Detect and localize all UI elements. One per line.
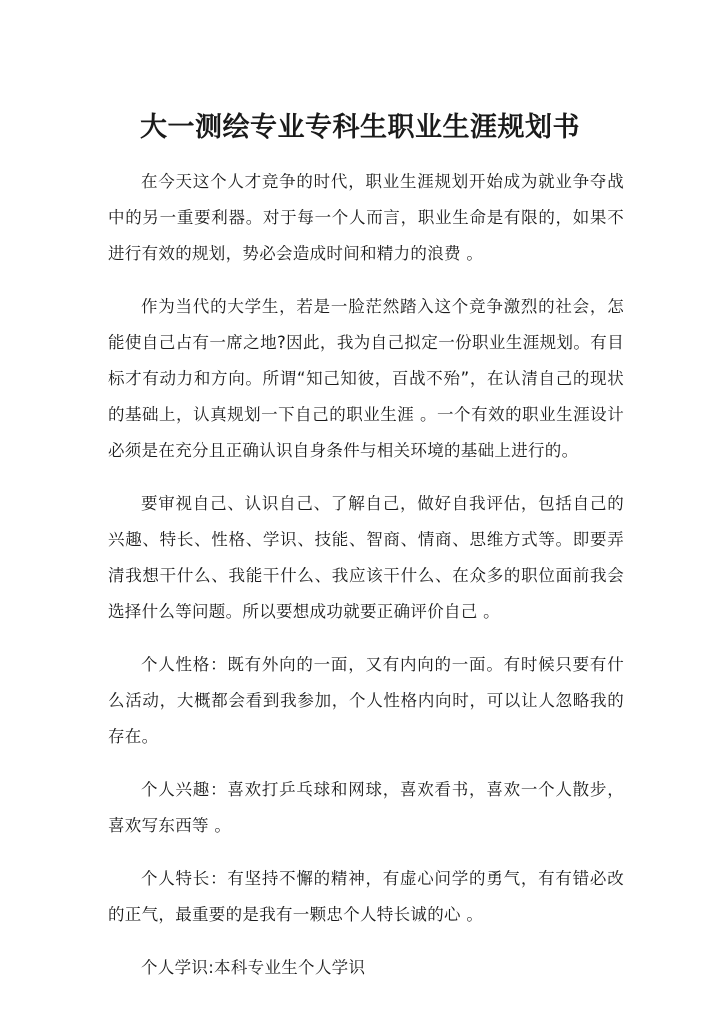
paragraph-knowledge: 个人学识:本科专业生个人学识: [141, 958, 366, 977]
paragraph-interests: 个人兴趣：喜欢打乒乓球和网球，喜欢看书，喜欢一个人散步，喜欢写东西等 。: [108, 780, 624, 835]
paragraph-motivation: 作为当代的大学生，若是一脸茫然踏入这个竞争激烈的社会，怎能使自己占有一席之地?因此，我为自己拟定一份职业生涯规划。有目标才有动力和方向。所谓“知己知彼，百战不殆”，在认清自己的现状的基础上，认真规划一下自己的职业生涯 。一个有效的职业生涯设计必须是在充分且正确认识自身条件与相关环境的基础上进行的。: [108, 297, 624, 460]
paragraph-self-assessment: 要审视自己、认识自己、了解自己，做好自我评估，包括自己的兴趣、特长、性格、学识、技能、智商、情商、思维方式等。即要弄清我想干什么、我能干什么、我应该干什么、在众多的职位面前我会选择什么等问题。所以要想成功就要正确评价自己 。: [108, 494, 624, 621]
paragraph-strengths: 个人特长：有坚持不懈的精神，有虚心问学的勇气，有有错必改的正气，最重要的是我有一颗忠个人特长诚的心 。: [108, 869, 624, 924]
paragraph-personality: 个人性格：既有外向的一面，又有内向的一面。有时候只要有什么活动，大概都会看到我参加，个人性格内向时，可以让人忽略我的存在。: [108, 655, 624, 746]
page-title: 大一测绘专业专科生职业生涯规划书: [140, 112, 580, 143]
paragraph-intro: 在今天这个人才竞争的时代，职业生涯规划开始成为就业争夺战中的另一重要利器。对于每一个人而言，职业生命是有限的，如果不进行有效的规划，势必会造成时间和精力的浪费 。: [108, 172, 624, 263]
document-body: [108, 164, 624, 1003]
